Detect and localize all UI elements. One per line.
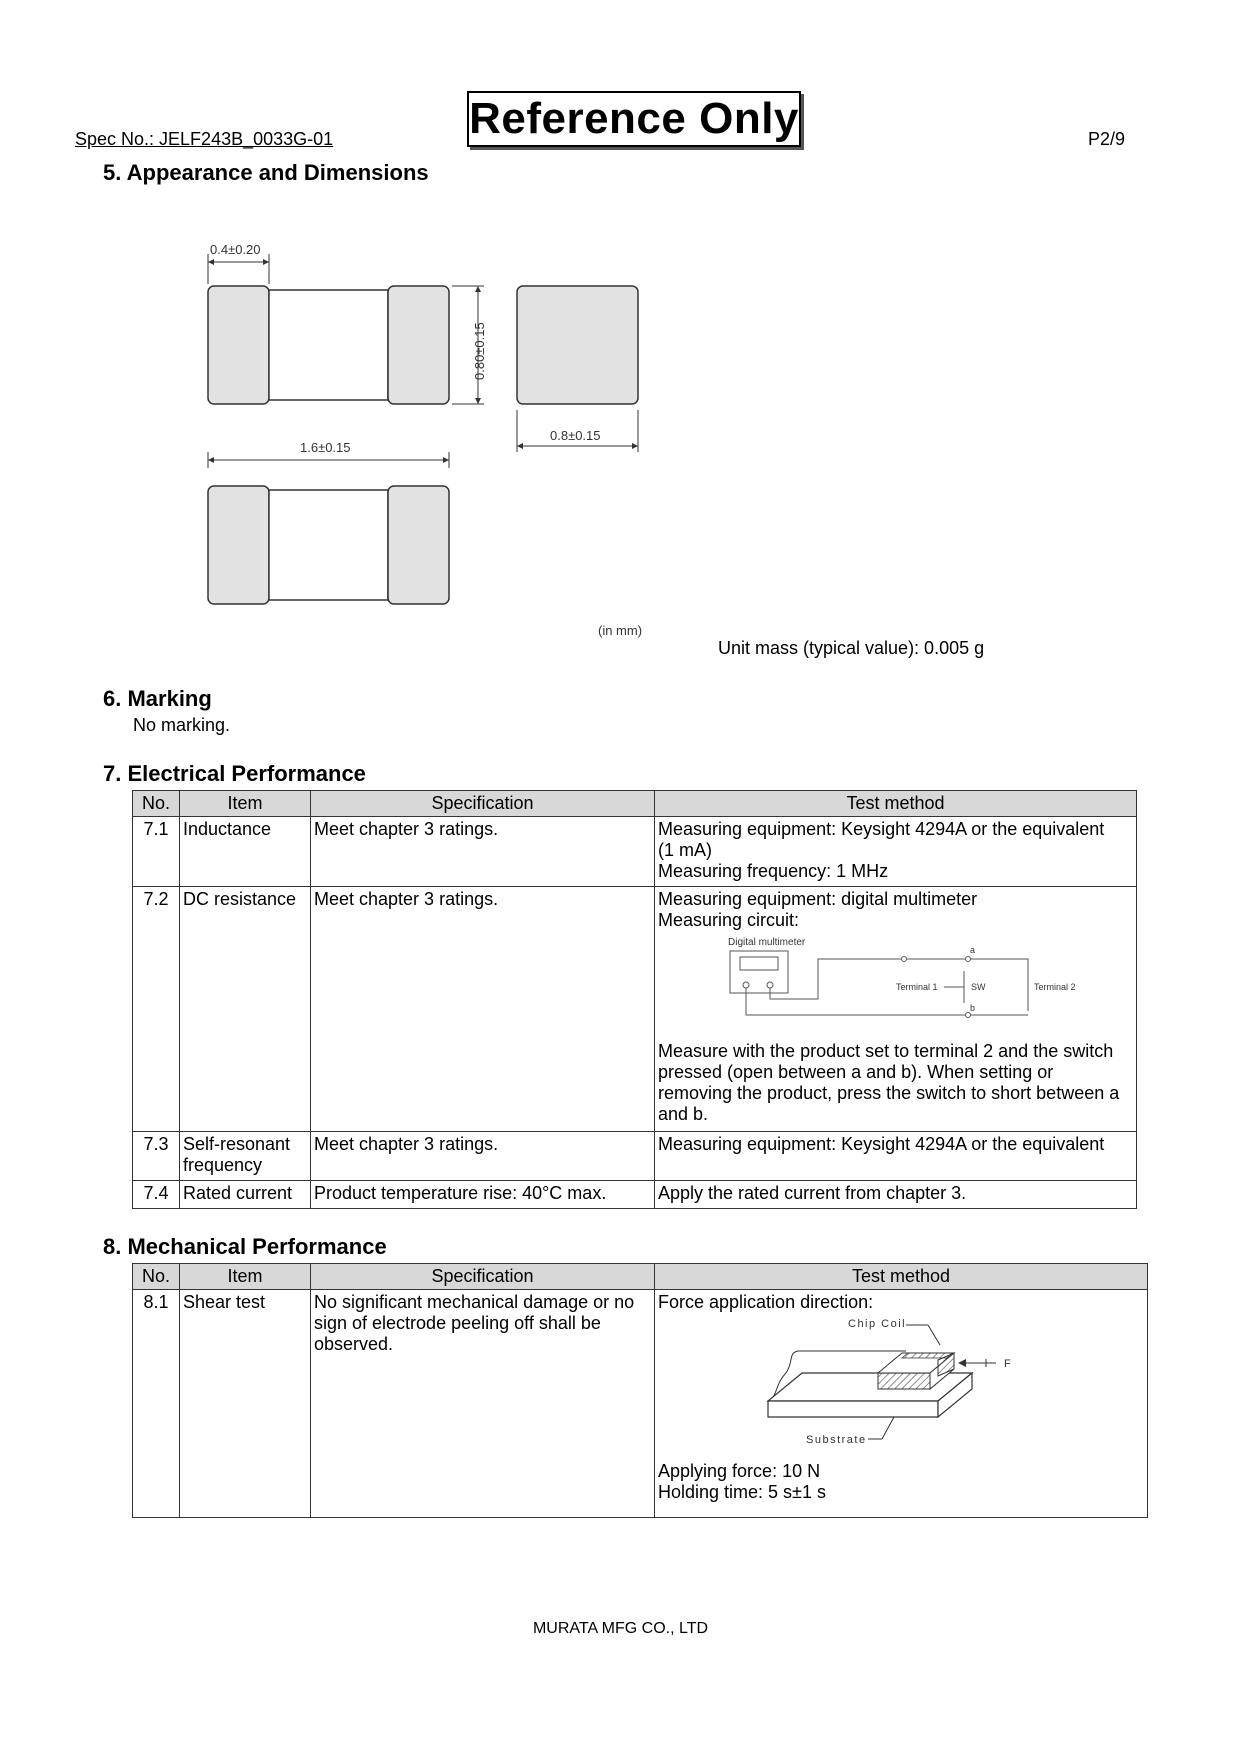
switch-a-label: a [970, 945, 976, 955]
table-row [133, 887, 1137, 1132]
table-row [133, 817, 1137, 887]
row-item: DC resistance [180, 887, 311, 1132]
item-line: frequency [183, 1155, 263, 1175]
method-line: Measuring equipment: digital multimeter [658, 889, 978, 909]
header-specification: Specification [311, 791, 655, 817]
row-spec: Meet chapter 3 ratings. [311, 887, 655, 1132]
row-method [655, 1290, 1148, 1518]
row-item: Rated current [180, 1181, 311, 1209]
spec-line: observed. [314, 1334, 394, 1354]
terminal-1-label: Terminal 1 [896, 982, 938, 992]
section-7-title: 7. Electrical Performance [103, 761, 366, 786]
item-line: Self-resonant [183, 1134, 291, 1154]
method-line: Measuring equipment: Keysight 4294A or the equivalent [658, 819, 1105, 839]
row-spec: Meet chapter 3 ratings. [311, 817, 655, 887]
header-item: Item [180, 1264, 311, 1290]
meter-label: Digital multimeter [728, 937, 806, 948]
shear-test-diagram [758, 1313, 1158, 1461]
page-number: P2/9 [1088, 129, 1126, 149]
marking-text: No marking. [133, 715, 231, 735]
row-spec [311, 1290, 655, 1518]
top-view-chip [208, 286, 449, 404]
row-method [655, 1132, 1137, 1181]
side-view-chip [517, 286, 638, 404]
switch-b-label: b [970, 1003, 976, 1013]
method-line: Measuring equipment: Keysight 4294A or the equivalent [658, 1134, 1105, 1154]
switch-label: SW [971, 982, 986, 992]
units-label: (in mm) [598, 623, 643, 638]
row-spec: Product temperature rise: 40°C max. [311, 1181, 655, 1209]
height-label: 0.80±0.15 [472, 322, 487, 380]
row-no: 7.4 [133, 1181, 180, 1209]
row-method [655, 1181, 1137, 1209]
section-8-title: 8. Mechanical Performance [103, 1234, 387, 1259]
footer-company: MURATA MFG CO., LTD [532, 1620, 709, 1637]
method-note-line: removing the product, press the switch to short between a [658, 1083, 1120, 1103]
method-line: Measuring circuit: [658, 910, 800, 930]
unit-mass: Unit mass (typical value): 0.005 g [718, 638, 985, 658]
method-line: (1 mA) [658, 840, 712, 860]
chip-coil-label: Chip Coil [848, 1318, 907, 1330]
substrate-front [768, 1401, 938, 1417]
method-note-line: and b. [658, 1104, 709, 1124]
table-row [133, 1181, 1137, 1209]
substrate-label: Substrate [806, 1434, 867, 1446]
header-test-method: Test method [655, 791, 1137, 817]
method-line: Measuring frequency: 1 MHz [658, 861, 889, 881]
method-line: Holding time: 5 s±1 s [658, 1482, 826, 1502]
row-no: 7.3 [133, 1132, 180, 1181]
table-header-row [133, 791, 1137, 817]
length-label: 1.6±0.15 [300, 440, 351, 455]
method-note-line: Measure with the product set to terminal 2 and the switch [658, 1041, 1114, 1061]
table-row [133, 1290, 1148, 1518]
method-line: Applying force: 10 N [658, 1461, 821, 1481]
row-item [180, 1132, 311, 1181]
header-no: No. [133, 1264, 180, 1290]
section-6-title: 6. Marking [103, 686, 212, 711]
spec-line: sign of electrode peeling off shall be [314, 1313, 601, 1333]
table-row [133, 1132, 1137, 1181]
reference-only-stamp [467, 91, 801, 147]
bottom-view-chip [208, 486, 449, 604]
header-test-method: Test method [655, 1264, 1148, 1290]
spec-number: Spec No.: JELF243B_0033G-01 [75, 129, 334, 149]
row-spec: Meet chapter 3 ratings. [311, 1132, 655, 1181]
measuring-circuit-diagram [718, 931, 1138, 1041]
header-no: No. [133, 791, 180, 817]
reference-only-text: Reference Only [469, 94, 799, 143]
row-method [655, 817, 1137, 887]
section-5-title: 5. Appearance and Dimensions [103, 160, 429, 185]
row-no: 7.1 [133, 817, 180, 887]
row-method [655, 887, 1137, 1132]
width-label: 0.8±0.15 [550, 428, 601, 443]
mechanical-performance-table [132, 1263, 1148, 1518]
header-specification: Specification [311, 1264, 655, 1290]
row-item: Inductance [180, 817, 311, 887]
force-label: F [1004, 1358, 1011, 1370]
method-line: Force application direction: [658, 1292, 874, 1312]
spec-line: No significant mechanical damage or no [314, 1292, 635, 1312]
row-item: Shear test [180, 1290, 311, 1518]
dimensions-drawing [180, 230, 680, 650]
table-header-row [133, 1264, 1148, 1290]
row-no: 8.1 [133, 1290, 180, 1518]
row-no: 7.2 [133, 887, 180, 1132]
terminal-2-label: Terminal 2 [1034, 982, 1076, 992]
electrical-performance-table [132, 790, 1137, 1209]
method-line: Apply the rated current from chapter 3. [658, 1183, 967, 1203]
method-note-line: pressed (open between a and b). When setting or [658, 1062, 1054, 1082]
electrode-width-label: 0.4±0.20 [210, 242, 261, 257]
header-item: Item [180, 791, 311, 817]
